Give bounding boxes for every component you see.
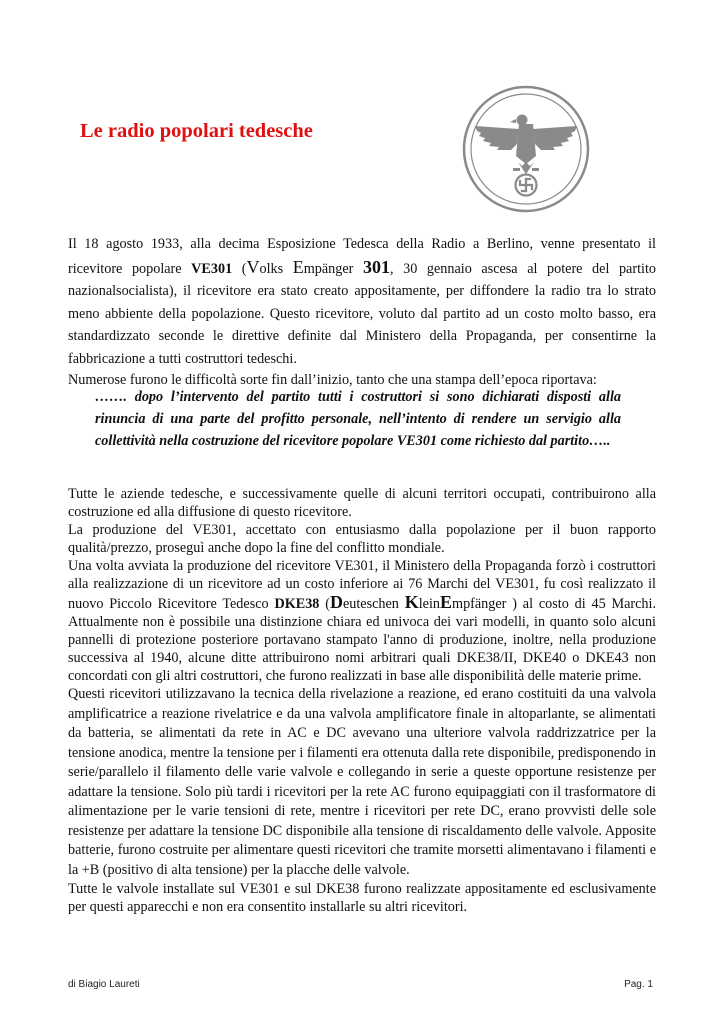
page-title: Le radio popolari tedesche: [80, 120, 313, 142]
paragraph-3: Tutte le aziende tedesche, e successivamente quelle di alcuni territori occupati, contribuirono alla costruzione ed alla diffusione di questo ricevitore.: [68, 486, 656, 520]
paragraph-6: Questi ricevitori utilizzavano la tecnica della rivelazione a reazione, ed erano costituiti da una valvola amplificatrice a reazione rivelatrice e da una valvola amplificatore finale in altoparlante, se alimentati da batteria, se alimentati da rete in AC e DC avevano una ulteriore valvola raddrizzatrice per la tensione anodica, mentre la tensione per i filamenti era ottenuta dalla rete disponibile, predisponendo in serie/parallelo il filamento delle varie valvole e collegando in serie a queste opportune resistenze per adattare la tensione. Solo più tardi i ricevitori per la rete AC furono equipaggiati con il trasformatore di alimentazione per le varie tensioni di rete, mentre i ricevitori per rete DC, erano provvisti delle sole resistenze per adattare la tensione DC disponibile alla tensione di riscaldamento delle valvole. Apposite batterie, furono costruite per alimentare questi ricevitori che tramite morsetti alimentavano i filamenti e la +B (positivo di alta tensione) per la placche delle valvole.: [68, 686, 656, 878]
quote-block: ……. dopo l’intervento del partito tutti i costruttori si sono dichiarati disposti alla rinuncia di una parte del profitto personale, nell’intento di rendere un servigio alla collettività nella costruzione del ricevitore popolare VE301 come richiesto dal partito…..: [95, 389, 621, 449]
model-ve301: VE301: [191, 260, 233, 277]
initial-e: E: [440, 592, 453, 612]
text-span: , 30 gennaio ascesa al potere del partito nazionalsocialista), il ricevitore era stato creato appositamente, per diffondere la radio tra lo strato meno abbiente della popolazione. Questo ricevitore, voluto dal partito ad un costo molto basso, era standardizzato seconde le direttive definite dal Ministero della Propaganda, per consentirne la fabbricazione a tutti costruttori tedeschi.: [68, 260, 657, 367]
text-span: olks: [259, 260, 293, 277]
initial-v: V: [246, 256, 260, 277]
eagle-swastika-emblem-icon: [461, 84, 591, 214]
initial-k: K: [404, 592, 419, 612]
text-span: (: [319, 596, 330, 612]
paragraph-7: Tutte le valvole installate sul VE301 e sul DKE38 furono realizzate appositamente ed esclusivamente per questi apparecchi e non era consentito installarle su altri ricevitori.: [68, 881, 656, 915]
main-body: [68, 485, 656, 916]
model-dke38: DKE38: [274, 596, 320, 612]
text-span: mpänger: [303, 260, 363, 277]
text-span: lein: [418, 596, 441, 612]
paragraph-1: [68, 233, 656, 370]
text-span: Il 18 agosto 1933, alla decima Esposizione Tedesca della Radio a Berlino, venne presentato il ricevitore popolare: [68, 236, 656, 277]
paragraph-2: Numerose furono le difficoltà sorte fin dall’inizio, tanto che una stampa dell’epoca riportava:: [68, 372, 597, 388]
paragraph-5: [68, 557, 656, 685]
number-301: 301: [362, 256, 390, 277]
footer-page-number: Pag. 1: [624, 979, 653, 990]
intro-paragraph: [68, 233, 656, 391]
text-span: Una volta avviata la produzione del ricevitore VE301, il Ministero della Propaganda forzò i costruttori alla realizzazione di un ricevitore ad un costo inferiore ai 76 Marchi del VE301, fu così realizzato il nuovo Piccolo Ricevitore Tedesco: [68, 558, 656, 612]
initial-d: D: [329, 592, 343, 612]
initial-e: E: [292, 256, 304, 277]
text-span: (: [232, 260, 247, 277]
footer-author: di Biagio Laureti: [68, 979, 140, 990]
paragraph-4: La produzione del VE301, accettato con entusiasmo dalla popolazione per il buon rapporto qualità/prezzo, proseguì anche dopo la fine del conflitto mondiale.: [68, 522, 656, 556]
text-span: euteschen: [342, 596, 405, 612]
text-span: mpfänger ) al costo di 45 Marchi. Attualmente non è possibile una distinzione chiara ed univoca dei vari modelli, in quanto solo alcuni pannelli di protezione posteriore portavano stampato l'anno di produzione, inoltre, nella produzione successiva al 1940, alcune ditte attribuirono nomi arbitrari quali DKE38/II, DKE40 o DKE43 non concordati con gli altri costruttori, che furono realizzati in base alle disponibilità delle materie prime.: [68, 596, 657, 684]
